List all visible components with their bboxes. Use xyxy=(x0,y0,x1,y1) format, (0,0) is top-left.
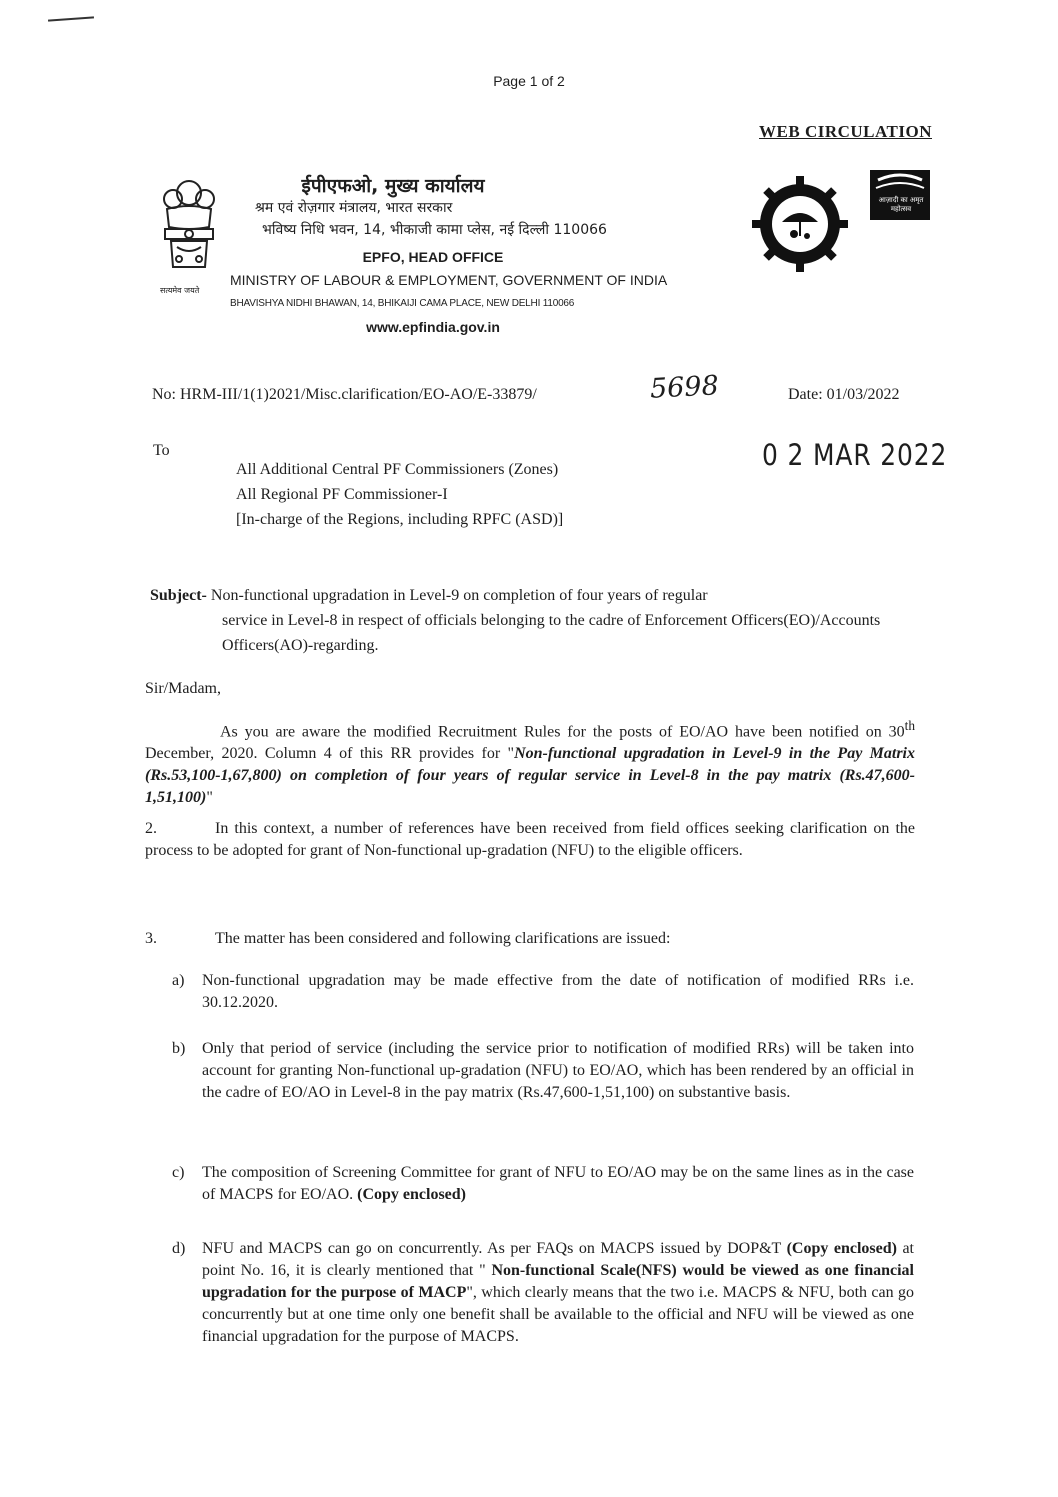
item-text: ", which clearly means that the two i.e. MACPS & NFU, both can go concurrently but at one time only one benefit shall be available to the official and NFU will be viewed as one financial upgradation for the purpose of MACPS. xyxy=(202,1284,915,1345)
handwritten-dispatch-number: 5698 xyxy=(649,370,720,405)
national-emblem-icon xyxy=(157,175,221,285)
item-text-wrap xyxy=(202,1162,914,1206)
page-number: Page 1 of 2 xyxy=(493,73,565,89)
web-circulation-label: WEB CIRCULATION xyxy=(759,122,932,141)
paragraph-number: 3. xyxy=(145,930,157,947)
header-english-office: EPFO, HEAD OFFICE xyxy=(362,249,504,265)
clarification-item-d xyxy=(172,1238,914,1348)
paragraph-text: In this context, a number of references have been received from field offices seeking clarification on the process to be adopted for grant of Non-functional up-gradation (NFU) to the eligible officers. xyxy=(145,820,915,859)
item-text-wrap xyxy=(202,1238,914,1348)
item-text: Non-functional upgradation may be made effective from the date of notification of modified RRs i.e. 30.12.2020. xyxy=(202,972,914,1011)
addressee-line: All Additional Central PF Commissioners (Zones) xyxy=(236,461,559,478)
para1-text-b: December, 2020. Column 4 of this RR provides for " xyxy=(145,745,515,763)
item-text: Only that period of service (including the service prior to notification of modified RRs) will be taken into account for granting Non-functional up-gradation (NFU) to EO/AO, which has been rendered by an official in the cadre of EO/AO in Level-8 in the pay matrix (Rs.47,600-1,51,100) on substantive basis. xyxy=(202,1040,914,1101)
subject-block xyxy=(150,583,920,658)
item-marker: d) xyxy=(172,1240,186,1257)
azadi-logo-text: आज़ादी का अमृत महोत्सव xyxy=(878,196,924,213)
addressee-line: [In-charge of the Regions, including RPFC (ASD)] xyxy=(236,511,564,528)
salutation: Sir/Madam, xyxy=(145,680,221,697)
item-text: at point No. 16, it is clearly mentioned that " xyxy=(202,1240,915,1279)
header-english-ministry: MINISTRY OF LABOUR & EMPLOYMENT, GOVERNMENT OF INDIA xyxy=(230,272,668,288)
item-bold-text: Non-functional Scale(NFS) would be viewed as one financial upgradation for the purpose of MACP xyxy=(202,1262,914,1301)
item-bold-text: (Copy enclosed) xyxy=(357,1186,467,1203)
item-text: NFU and MACPS can go on concurrently. As per FAQs on MACPS issued by DOP&T xyxy=(202,1240,787,1257)
para1-emphasis: Non-functional upgradation in Level-9 in the Pay Matrix (Rs.53,100-1,67,800) on completion of four years of regular service in Level-8 in the pay matrix (Rs.47,600-1,51,100) xyxy=(145,745,916,807)
para1-superscript: th xyxy=(904,718,915,733)
paragraph-3 xyxy=(145,928,915,950)
reference-number: No: HRM-III/1(1)2021/Misc.clarification/EO-AO/E-33879/ xyxy=(152,386,537,403)
subject-line-1: Non-functional upgradation in Level-9 on completion of four years of regular xyxy=(210,587,708,604)
item-marker: b) xyxy=(172,1040,186,1057)
paragraph-1 xyxy=(145,715,915,809)
para1-text-c: " xyxy=(206,789,213,807)
header-english-address: BHAVISHYA NIDHI BHAWAN, 14, BHIKAIJI CAMA PLACE, NEW DELHI 110066 xyxy=(230,298,575,309)
subject-label: Subject- xyxy=(150,587,207,604)
header-hindi-ministry: श्रम एवं रोज़गार मंत्रालय, भारत सरकार xyxy=(255,200,453,216)
clarification-item-c xyxy=(172,1162,914,1206)
emblem-caption: सत्यमेव जयते xyxy=(160,286,200,295)
header-hindi-office: ईपीएफओ, मुख्य कार्यालय xyxy=(301,175,485,197)
epfo-logo-icon xyxy=(752,176,848,272)
paragraph-number: 2. xyxy=(145,820,157,837)
para1-text-a: As you are aware the modified Recruitment Rules for the posts of EO/AO have been notified on 30 xyxy=(220,723,905,741)
header-website-link[interactable]: www.epfindia.gov.in xyxy=(366,319,500,335)
item-bold-text: (Copy enclosed) xyxy=(786,1240,897,1257)
subject-line-2: service in Level-8 in respect of officials belonging to the cadre of Enforcement Officers(EO)/Accounts Officers(AO)-regarding. xyxy=(222,612,881,654)
scan-mark xyxy=(48,16,94,21)
received-date-stamp: 0 2 MAR 2022 xyxy=(762,438,948,472)
header-hindi-address: भविष्य निधि भवन, 14, भीकाजी कामा प्लेस, नई दिल्ली 110066 xyxy=(262,222,607,238)
addressee-to: To xyxy=(153,442,170,459)
letter-date: Date: 01/03/2022 xyxy=(788,386,900,403)
paragraph-text: The matter has been considered and following clarifications are issued: xyxy=(215,930,671,947)
clarification-item-a xyxy=(172,970,914,1014)
clarification-item-b xyxy=(172,1038,914,1104)
item-text: The composition of Screening Committee for grant of NFU to EO/AO may be on the same lines as in the case of MACPS for EO/AO. xyxy=(202,1164,914,1203)
addressee-line: All Regional PF Commissioner-I xyxy=(236,486,448,503)
item-marker: a) xyxy=(172,972,185,989)
paragraph-2 xyxy=(145,818,915,862)
item-marker: c) xyxy=(172,1164,185,1181)
